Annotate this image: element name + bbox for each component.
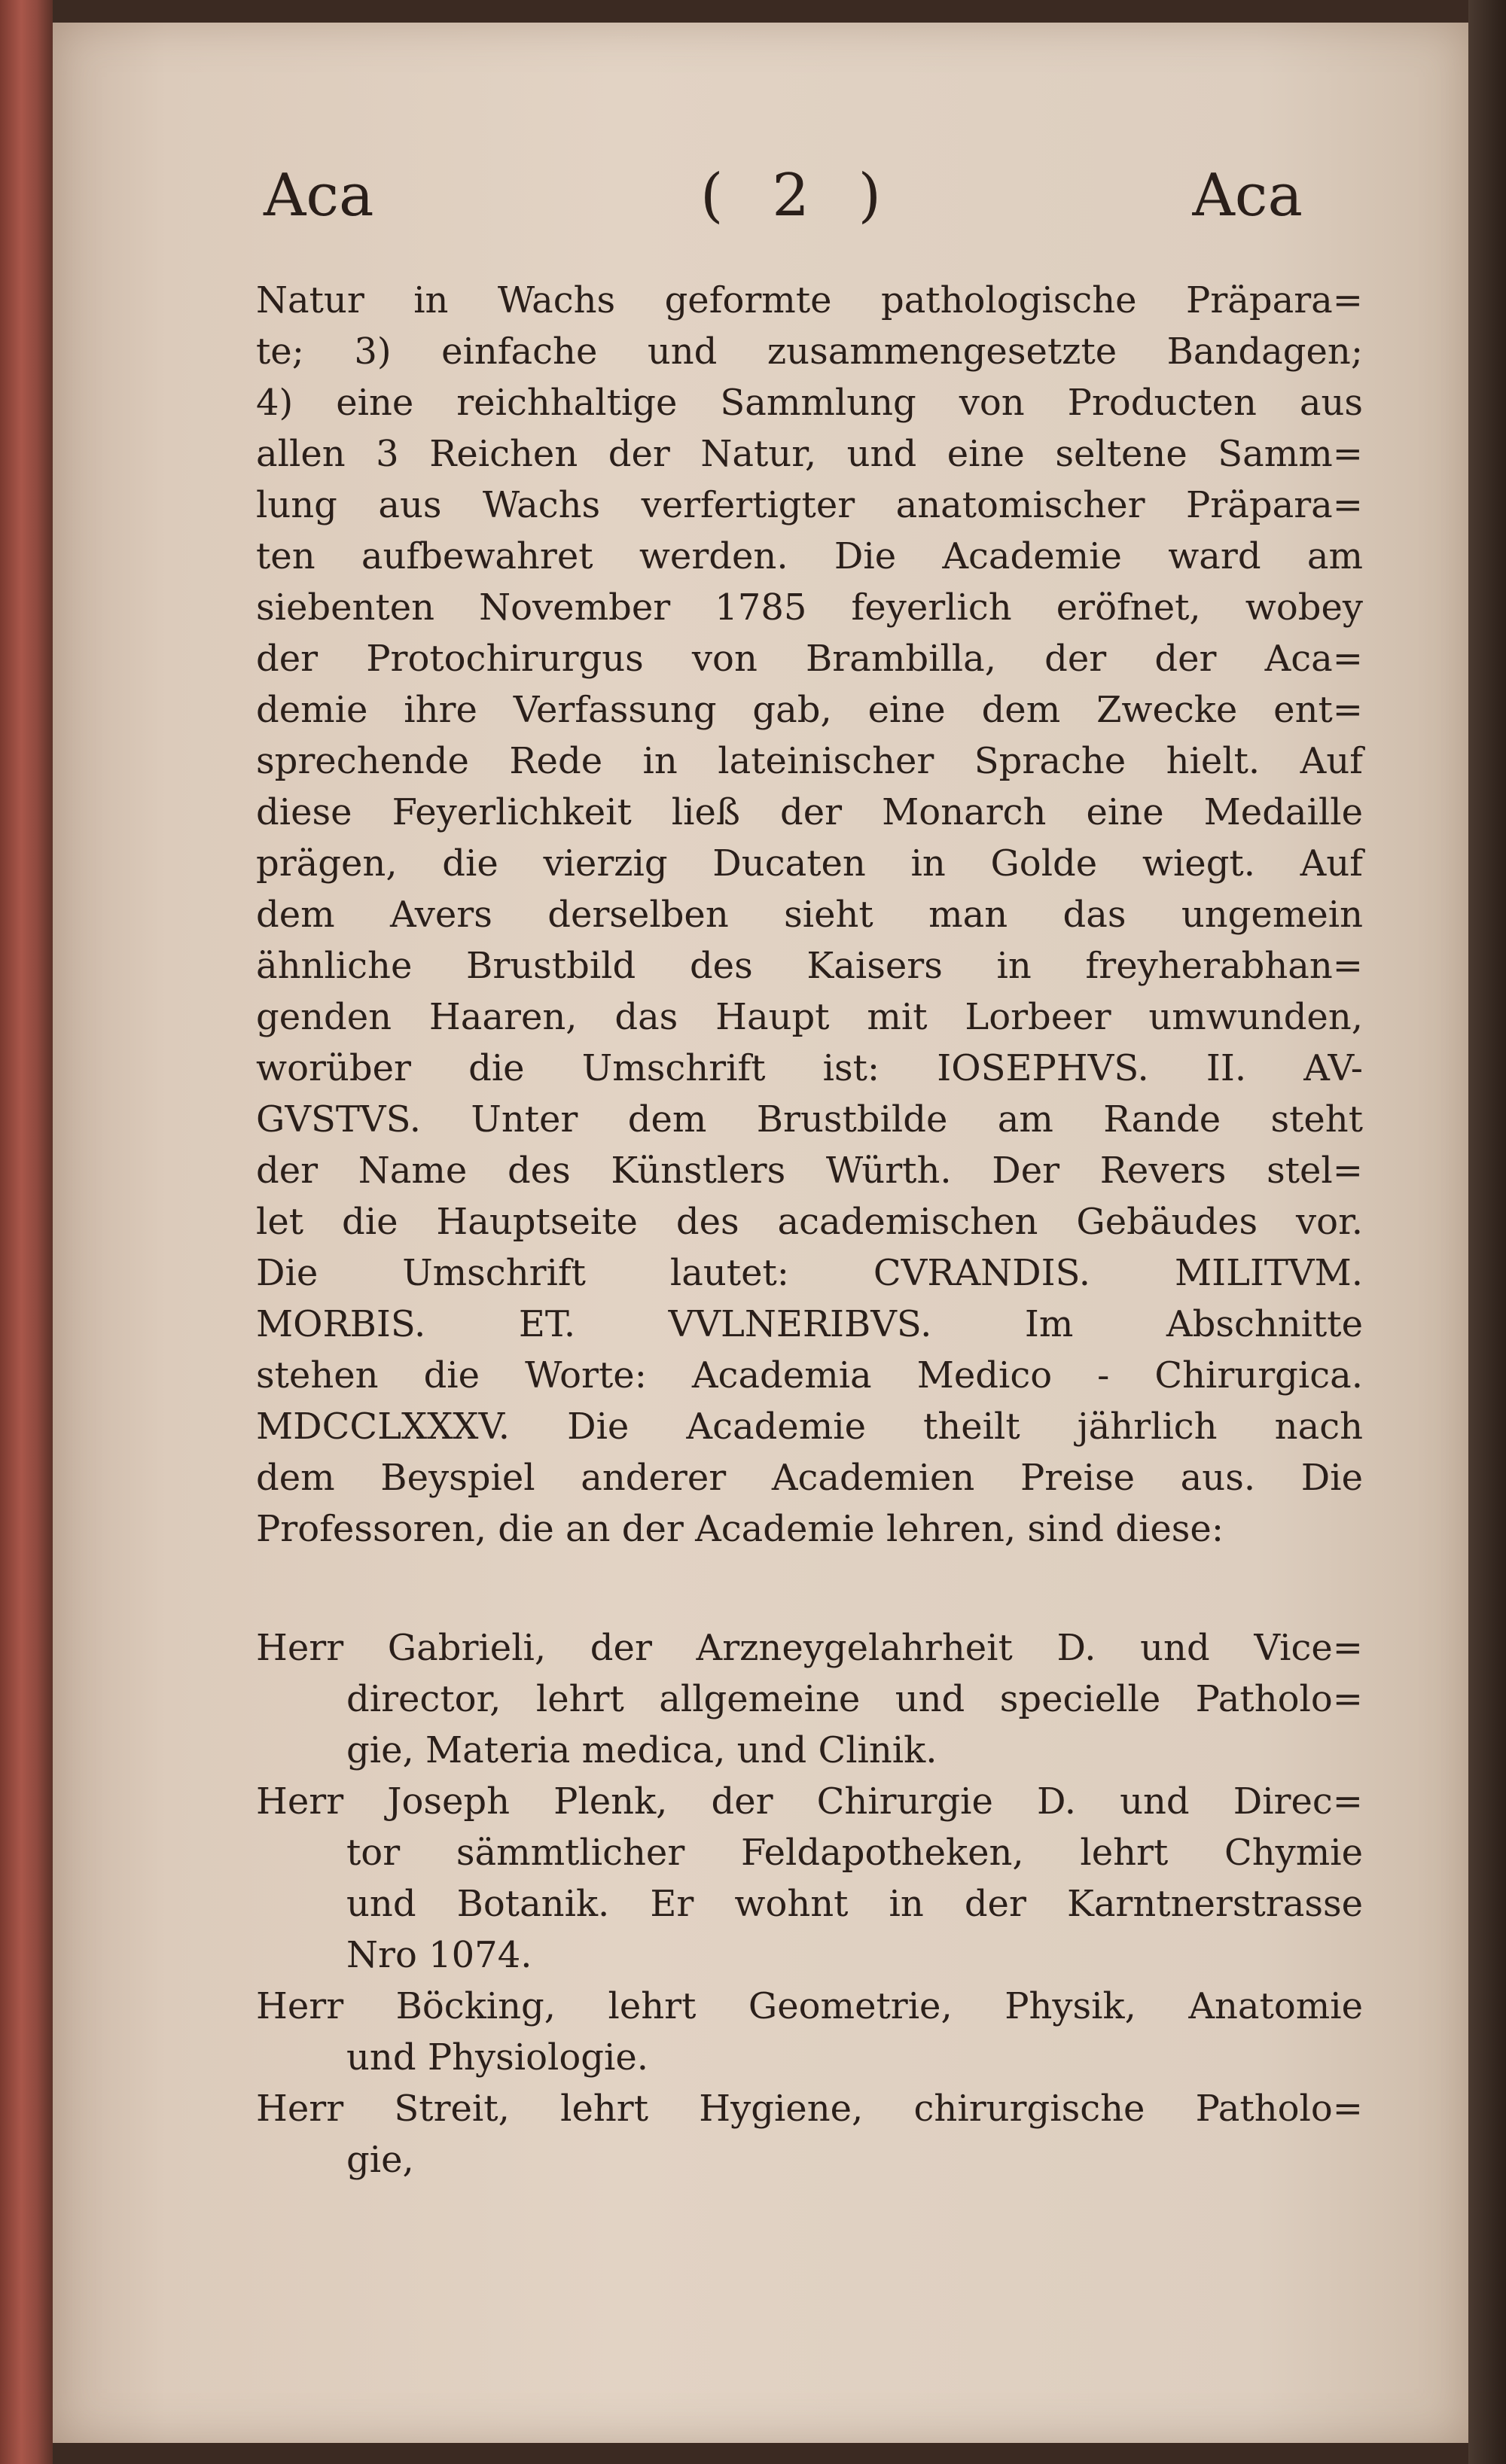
paragraph-line: diese Feyerlichkeit ließ der Monarch eine Medaille [256,791,1363,833]
paragraph-line: ten aufbewahret werden. Die Academie ward am [256,535,1363,577]
paragraph-line: dem Beyspiel anderer Academien Preise aus. Die [256,1457,1363,1499]
paragraph-line: MDCCLXXXV. Die Academie theilt jährlich nach [256,1406,1363,1448]
paragraph-line: 4) eine reichhaltige Sammlung von Producten aus [256,382,1363,424]
entry-continuation-line: Nro 1074. [346,1934,532,1976]
header-right-word: Aca [1192,162,1303,230]
entry-continuation-line: und Physiologie. [346,2036,649,2079]
page-body [256,275,1363,2185]
entry-first-line: Herr Joseph Plenk, der Chirurgie D. und Direc= [256,1780,1363,1823]
section-gap [256,1555,1363,1622]
entry-first-line: Herr Streit, lehrt Hygiene, chirurgische Patholo= [256,2088,1363,2130]
entry-continuation-line: und Botanik. Er wohnt in der Karntnerstrasse [346,1883,1363,1925]
paragraph-line: der Protochirurgus von Brambilla, der der Aca= [256,638,1363,680]
paragraph-line: demie ihre Verfassung gab, eine dem Zwecke ent= [256,689,1363,731]
professor-entry [256,1981,1363,2083]
professor-entry [256,1776,1363,1981]
professor-list [256,1622,1363,2185]
page-number: ( 2 ) [700,162,897,230]
paragraph-line: der Name des Künstlers Würth. Der Revers stel= [256,1150,1363,1192]
paragraph-line: allen 3 Reichen der Natur, und eine seltene Samm= [256,433,1363,475]
paragraph-line: ähnliche Brustbild des Kaisers in freyherabhan= [256,945,1363,987]
paragraph-line: Die Umschrift lautet: CVRANDIS. MILITVM. [256,1252,1363,1294]
professor-entry [256,2083,1363,2185]
paragraph-line: siebenten November 1785 feyerlich eröfnet, wobey [256,586,1363,629]
entry-first-line: Herr Böcking, lehrt Geometrie, Physik, Anatomie [256,1985,1363,2027]
entry-continuation-line: gie, Materia medica, und Clinik. [346,1729,937,1771]
paragraph-line: genden Haaren, das Haupt mit Lorbeer umwunden, [256,996,1363,1038]
paragraph-line: lung aus Wachs verfertigter anatomischer Präpara= [256,484,1363,526]
header-left-word: Aca [264,162,374,230]
entry-first-line: Herr Gabrieli, der Arzneygelahrheit D. und Vice= [256,1627,1363,1669]
page-header [264,154,1303,237]
book-spine-shadow [1468,0,1506,2464]
paragraph-line: te; 3) einfache und zusammengesetzte Bandagen; [256,330,1363,373]
entry-continuation-line: gie, [346,2139,414,2181]
main-paragraph [256,275,1363,1555]
paragraph-line: sprechende Rede in lateinischer Sprache hielt. Auf [256,740,1363,782]
paragraph-line: let die Hauptseite des academischen Gebäudes vor. [256,1201,1363,1243]
entry-continuation-line: tor sämmtlicher Feldapotheken, lehrt Chymie [346,1832,1363,1874]
paragraph-line: Natur in Wachs geformte pathologische Präpara= [256,279,1363,321]
paragraph-line: MORBIS. ET. VVLNERIBVS. Im Abschnitte [256,1303,1363,1345]
professor-entry [256,1622,1363,1776]
paragraph-line: dem Avers derselben sieht man das ungemein [256,894,1363,936]
book-edge [0,0,53,2464]
paragraph-line: prägen, die vierzig Ducaten in Golde wiegt. Auf [256,842,1363,885]
entry-continuation-line: director, lehrt allgemeine und specielle Patholo= [346,1678,1363,1720]
paragraph-line: Professoren, die an der Academie lehren, sind diese: [256,1508,1224,1550]
paragraph-line: worüber die Umschrift ist: IOSEPHVS. II. AV- [256,1047,1363,1089]
paragraph-line: GVSTVS. Unter dem Brustbilde am Rande steht [256,1098,1363,1141]
paragraph-line: stehen die Worte: Academia Medico - Chirurgica. [256,1354,1363,1396]
